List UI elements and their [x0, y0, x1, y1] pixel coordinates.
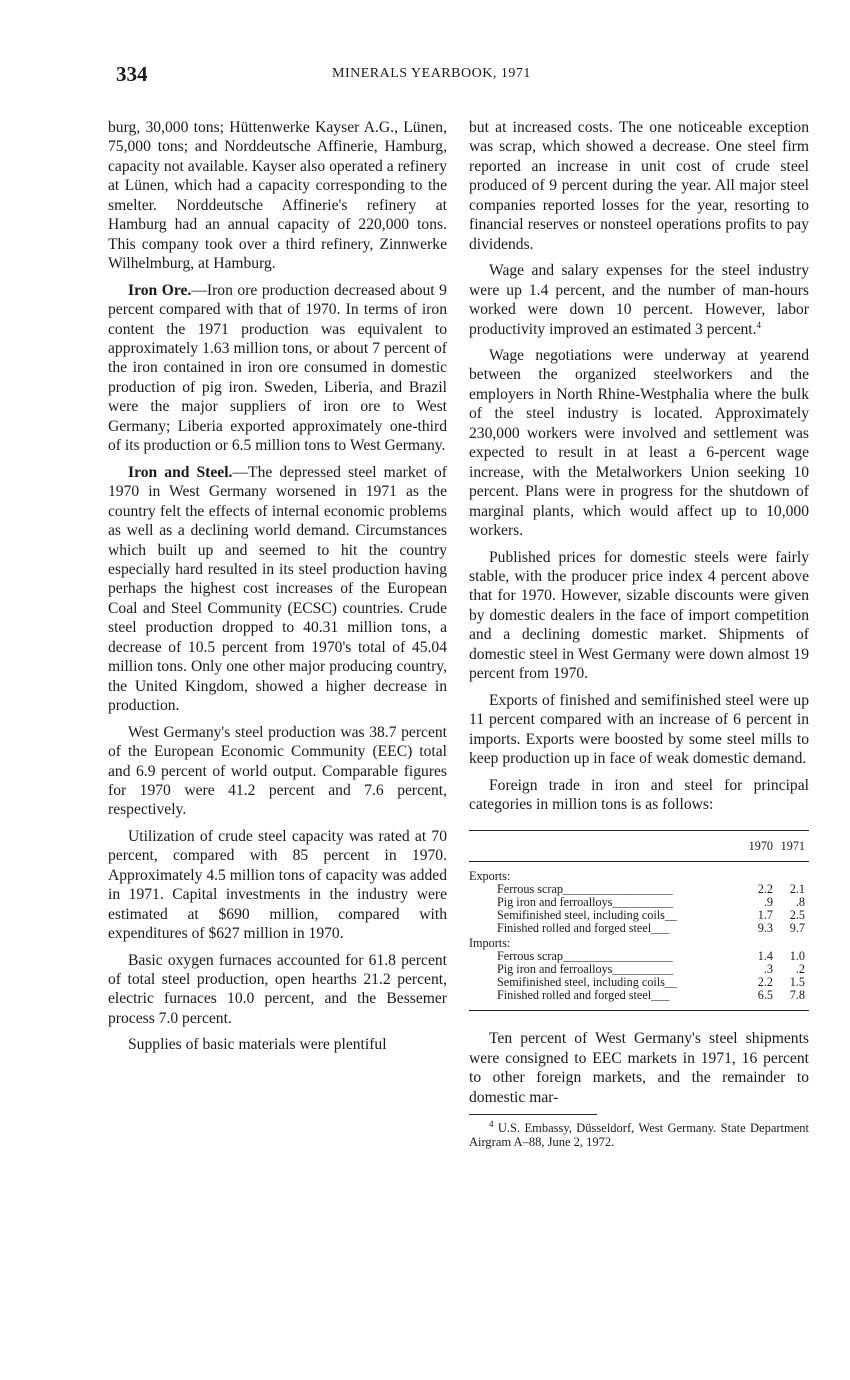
- paragraph: Basic oxygen furnaces accounted for 61.8 percent of total steel production, open hearths 21.2 percent, electric furnaces 10.0 percent, and the Bessemer process 7.0 percent.: [108, 951, 447, 1027]
- cell-1970: 6.5: [757, 988, 773, 1003]
- cell-1970: .3: [763, 962, 773, 977]
- cell-1971: 7.8: [789, 988, 805, 1003]
- paragraph: Utilization of crude steel capacity was rated at 70 percent, compared with 85 percent in 1970. Approximately 4.5 million tons of capacity was added in 1971. Capital investments in the industry were estimated at $690 million, compared with expenditures of $627 million in 1970.: [108, 827, 447, 943]
- paragraph-text: Wage and salary expenses for the steel industry were up 1.4 percent, and the number of man-hours worked were down 10 percent. However, labor productivity improved an estimated 3 percent.: [469, 262, 809, 338]
- cell-1970: 2.2: [757, 975, 773, 990]
- table-row: [469, 989, 809, 1011]
- left-column: [108, 118, 447, 1062]
- row-label: Pig iron and ferroalloys__________: [497, 895, 674, 910]
- section-heading-iron-ore: Iron Ore.: [128, 281, 192, 299]
- page-number: 334: [116, 62, 148, 86]
- paragraph: Supplies of basic materials were plentiful: [128, 1036, 387, 1054]
- footnote-reference: 4: [756, 319, 762, 330]
- paragraph-iron-steel: [108, 463, 447, 716]
- section-heading-iron-steel: Iron and Steel.: [128, 463, 233, 481]
- table-group-row: [469, 935, 809, 950]
- row-label: Pig iron and ferroalloys__________: [497, 962, 674, 977]
- table-row: [469, 922, 809, 935]
- row-label: Ferrous scrap__________________: [497, 882, 673, 897]
- cell-1971: 2.5: [789, 908, 805, 923]
- row-label: Finished rolled and forged steel___: [497, 921, 670, 936]
- cell-1970: 9.3: [757, 921, 773, 936]
- table-group-row: [469, 862, 809, 884]
- paragraph: Ten percent of West Germany's steel shipments were consigned to EEC markets in 1971, 16 percent to other foreign markets, and the remainder to domestic mar-: [469, 1030, 809, 1106]
- paragraph-text: —The depressed steel market of 1970 in West Germany worsened in 1971 as the country felt the effects of internal economic problems as well as a declining world demand. Circumstances which built up and seemed to hit the country especially hard resulted in its steel production having perhaps the highest cost increases of the European Coal and Steel Community (ECSC) countries. Crude steel production dropped to 40.31 million tons, a decrease of 10.5 percent from 1970's total of 45.04 million tons. Only one other major producing country, the United Kingdom, showed a higher decrease in production.: [108, 463, 447, 715]
- row-label: Ferrous scrap__________________: [497, 949, 673, 964]
- cell-1971: 1.0: [789, 949, 805, 964]
- foreign-trade-table: [469, 830, 809, 1011]
- footnote-divider: [469, 1114, 597, 1115]
- paragraph: but at increased costs. The one noticeable exception was scrap, which showed a decrease. One steel firm reported an increase in unit cost of crude steel produced of 9 percent during the year. All major steel companies reported losses for the year, resorting to financial reserves or nonsteel operations profits to pay dividends.: [469, 119, 809, 253]
- cell-1970: .9: [763, 895, 773, 910]
- table-header-blank: [469, 831, 731, 862]
- footnote: [469, 1121, 809, 1149]
- paragraph-text: —Iron ore production decreased about 9 percent compared with that of 1970. In terms of iron content the 1971 production was equivalent to approximately 1.63 million tons, or about 7 percent of the iron contained in iron ore consumed in domestic production of pig iron. Sweden, Liberia, and Brazil were the major suppliers of iron ore to West Germany; Liberia exported approximately one-third of its production or 6.5 million tons to West Germany.: [108, 281, 447, 455]
- right-column: [469, 118, 809, 1156]
- row-label: Semifinished steel, including coils__: [497, 975, 678, 990]
- paragraph: Foreign trade in iron and steel for principal categories in million tons is as follows:: [469, 776, 809, 813]
- footnote-mark: 4: [489, 1119, 494, 1130]
- cell-1971: .2: [795, 962, 805, 977]
- group-label-imports: Imports:: [469, 936, 511, 951]
- column-header-1971: 1971: [773, 831, 809, 862]
- footnote-text: U.S. Embassy, Düsseldorf, West Germany. State Department Airgram A–88, June 2, 1972.: [469, 1121, 810, 1150]
- cell-1971: 9.7: [789, 921, 805, 936]
- cell-1970: 1.7: [757, 908, 773, 923]
- group-label-exports: Exports:: [469, 869, 511, 884]
- table-header-row: [469, 831, 809, 862]
- row-label: Semifinished steel, including coils__: [497, 908, 678, 923]
- cell-1971: 1.5: [789, 975, 805, 990]
- running-head: MINERALS YEARBOOK, 1971: [332, 66, 531, 81]
- paragraph: Published prices for domestic steels were fairly stable, with the producer price index 4 percent above that for 1970. However, sizable discounts were given by domestic dealers in the face of import competition and a declining domestic market. Shipments of domestic steel in West Germany were down almost 19 percent from 1970.: [469, 548, 809, 683]
- paragraph: burg, 30,000 tons; Hüttenwerke Kayser A.G., Lünen, 75,000 tons; and Norddeutsche Affinerie, Hamburg, capacity not available. Kayser also operated a refinery at Lünen, which had a capacity corresponding to the smelter. Norddeutsche Affinerie's refinery at Hamburg had an annual capacity of 220,000 tons. This company took over a third refinery, Zinnwerke Wilhelmburg, at Hamburg.: [108, 119, 447, 273]
- paragraph: Wage negotiations were underway at yearend between the organized steelworkers and the employers in North Rhine-Westphalia where the bulk of the steel industry is located. Approximately 230,000 workers were involved and settlement was expected to result in at least a 6-percent wage increase, with the Metalworkers Union seeking 10 percent. Plans were in progress for the shutdown of marginal plants, which would affect up to 10,000 workers.: [469, 346, 809, 540]
- cell-1970: 1.4: [757, 949, 773, 964]
- paragraph: Exports of finished and semifinished steel were up 11 percent compared with an increase of 6 percent in imports. Exports were boosted by some steel mills to keep production up in face of weak domestic demand.: [469, 691, 809, 768]
- row-label: Finished rolled and forged steel___: [497, 988, 670, 1003]
- cell-1971: 2.1: [789, 882, 805, 897]
- cell-1971: .8: [795, 895, 805, 910]
- paragraph: [469, 261, 809, 339]
- column-header-1970: 1970: [731, 831, 773, 862]
- paragraph-iron-ore: [108, 281, 447, 456]
- cell-1970: 2.2: [757, 882, 773, 897]
- paragraph: West Germany's steel production was 38.7 percent of the European Economic Community (EEC) total and 6.9 percent of world output. Comparable figures for 1970 were 41.2 percent and 7.6 percent, respectively.: [108, 723, 447, 819]
